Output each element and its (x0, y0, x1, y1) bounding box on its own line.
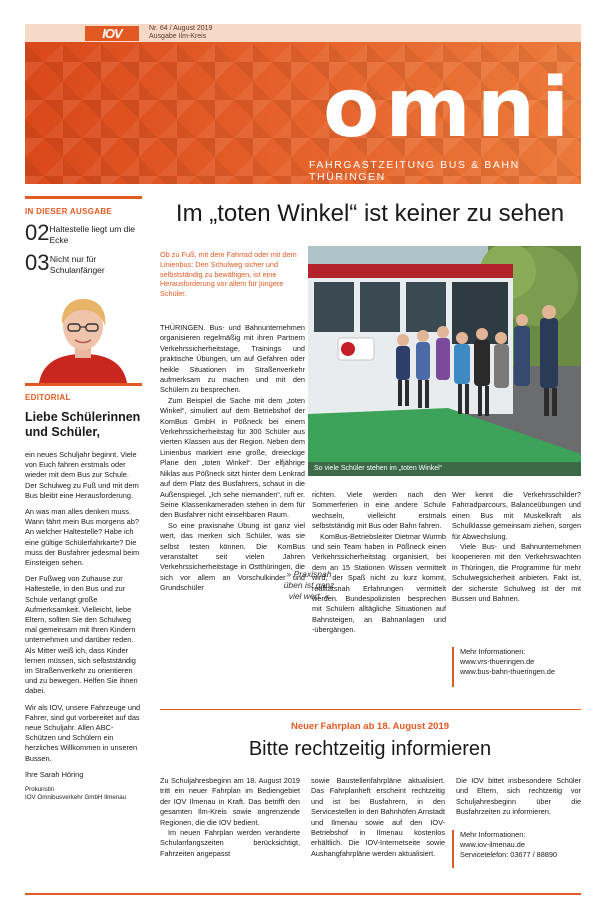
article-paragraph: sowie Baustellenfahrpläne aktualisiert. Das Fahrplanheft erscheint rechtzeitig und ist bei Busfahrern, in den Servicestellen in den Bahnhöfen Arnstadt und Ilmenau sowie auf den IOV-Betriebshof in Ilmenau kostenlos erhältlich. Die IOV-Internetseite sowie Aushangfahrpläne werden aktualisiert. (311, 776, 445, 858)
article-column-2 (312, 490, 446, 636)
article-photo (308, 246, 581, 476)
portrait-illustration (25, 288, 142, 383)
article-column-1 (160, 323, 305, 594)
article-kicker: Neuer Fahrplan ab 18. August 2019 (290, 721, 450, 732)
toc-text: Haltestelle liegt um die Ecke (49, 224, 135, 245)
iov-logo: IOV (85, 26, 139, 41)
info-box (452, 830, 585, 868)
toc-text: Nicht nur für Schulanfänger (49, 254, 105, 275)
service-phone: Servicetelefon: 03677 / 88890 (460, 850, 557, 859)
article-paragraph: Im neuen Fahrplan werden veränderte Schulanfangszeiten berücksichtigt, Fahrzeiten angepasst (160, 828, 300, 858)
info-label: Mehr Informationen: (460, 830, 526, 839)
article2-column-2 (311, 776, 445, 859)
article-paragraph: Viele Bus- und Bahnunternehmen kooperieren mit den Verkehrswachten in Thüringen, die Programme für mehr Schulwegsicherheit anbieten. Fakt ist, der sicherste Schulweg ist der mit Bussen und Bahnen. (452, 542, 581, 604)
editorial-signature: Ihre Sarah Höring (25, 769, 84, 779)
toc-number: 03 (25, 250, 50, 275)
masthead-subtitle: FAHRGASTZEITUNG BUS & BAHN THÜRINGEN (309, 159, 520, 183)
section-divider (160, 709, 581, 710)
article-paragraph: Die IOV bittet insbesondere Schüler und Eltern, sich rechtzeitig vor Schuljahresbeginn über die Busfahrzeiten zu informieren. (456, 776, 581, 817)
editorial-paragraph: Wir als IOV, unsere Fahrzeuge und Fahrer, sind gut vorbereitet auf das neue Schuljahr. Allen ABC-Schützen und Schülern ein herzliches Willkommen in unseren Bussen. (25, 702, 141, 763)
editorial-role: Prokuristin (25, 786, 55, 794)
footer-rule (25, 893, 581, 895)
info-label: Mehr Informationen: (460, 647, 526, 656)
sidebar-rule (25, 383, 142, 386)
article-paragraph: THÜRINGEN. Bus- und Bahnunternehmen organisieren regelmäßig mit ihren Partnern Verkehrssicherheitstage, Trainings und praktische Übungen, um auf Gefahren oder heikle Situationen im Straßenverkehr aufmerksam zu machen und mit den Schülern zu besprechen. (160, 323, 305, 395)
editor-portrait (25, 288, 142, 383)
article2-column-1 (160, 776, 300, 859)
issue-info (149, 25, 212, 41)
article-paragraph: So eine praxisnahe Übung ist ganz viel wert, das merken sich Schüler, was sie selbst testen können. Die KomBus veranstaltet seit vielen Jahren Verkehrssicherheitstage in Ostthüringen, die sich vor allem an Vorschulkinder und Grundschüler (160, 520, 305, 593)
masthead (25, 24, 581, 184)
article-column-3 (452, 490, 581, 604)
editorial-label: EDITORIAL (25, 393, 71, 402)
editorial-body (25, 450, 142, 802)
editorial-title: Liebe Schülerinnen und Schüler, (25, 410, 141, 439)
editorial-paragraph: Der Fußweg von Zuhause zur Haltestelle, in den Bus und zur Schule verlangt große Aufmerksamkeit. Vielleicht, liebe Eltern, sollten Sie den Schulweg mal gemeinsam mit Ihren Kindern unternehmen und darüber reden. Als Mitter weiß ich, dass Kinder lernen müssen, sich selbstständig im Straßenverkehr zu orientieren und zu bewegen. Helfen Sie ihnen dabei. (25, 574, 138, 696)
article-headline: Im „toten Winkel“ ist keiner zu sehen (175, 200, 565, 227)
editorial-paragraph: ein neues Schuljahr beginnt. Viele von Euch fahren erstmals oder wieder mit dem Bus zur Schule. Der Schulweg zu Fuß und mit dem Bus bleibt eine Herausforderung. (25, 450, 139, 500)
article-paragraph: Wer kennt die Verkehrsschilder? Fahrradparcours, Balanceübungen und einen Bus mit Muskelkraft als Schulklasse gemeinsam ziehen, sorgen für Abwechslung. (452, 490, 581, 541)
info-box (452, 647, 585, 687)
sidebar (25, 196, 142, 802)
sidebar-rule (25, 196, 142, 199)
article2-column-3 (456, 776, 581, 818)
info-link[interactable]: www.iov-ilmenau.de (460, 840, 525, 849)
toc-heading: IN DIESER AUSGABE (25, 207, 113, 216)
editorial-company: IOV Omnibusverkehr GmbH Ilmenau (25, 794, 127, 802)
info-link[interactable]: www.bus-bahn-thueringen.de (460, 667, 555, 676)
article-lead: Ob zu Fuß, mit dem Fahrrad oder mit dem Linienbus: Den Schulweg sicher und selbstständig zu bewältigen, ist eine Herausforderung vor allem für jüngere Schüler. (160, 250, 297, 299)
issue-number: Nr. 64 / August 2019 (149, 25, 213, 32)
article-paragraph: KomBus-Betriebsleiter Dietmar Wurmb und sein Team haben in Pößneck einen Verkehrssicherheitstag organisiert, bei dem an 15 Stationen Wissen vermittelt wird, der Spaß nicht zu kurz kommt, realitätsnah Erfahrungen vermittelt werden. Bundespolizisten besprechen mit Schülern alltägliche Situationen auf Bahnsteigen, an Bahnanlagen und -übergängen. (312, 531, 446, 635)
issue-edition: Ausgabe Ilm-Kreis (149, 33, 207, 40)
article-headline: Bitte rechtzeitig informieren (248, 738, 492, 760)
editorial-paragraph: An was man alles denken muss. Wann fährt mein Bus morgens ab? An welcher Haltestelle? Habe ich eine gültige Schülerfahrkarte? Die muss der Busfahrer jedesmal beim Einsteigen sehen. (25, 507, 140, 568)
pull-quote: » Praxisnah üben ist ganz viel wert. « (283, 569, 335, 601)
article-paragraph: richten. Viele werden nach den Sommerferien in eine andere Schule wechseln, vielleicht erstmals selbstständig mit Bus oder Bahn fahren. (312, 490, 446, 531)
bus-photo-illustration (308, 246, 581, 476)
masthead-title: omni (323, 61, 576, 156)
article-paragraph: Zu Schuljahresbeginn am 18. August 2019 tritt ein neuer Fahrplan im Bediengebiet der IOV Ilmenau in Kraft. Das betrifft den gesamten Ilm-Kreis sowie angrenzende Regionen, die die IOV bedient. (160, 776, 300, 827)
article-paragraph: Zum Beispiel die Sache mit dem „toten Winkel“, simuliert auf dem Betriebshof der KomBus GmbH in Pößneck bei einem Verkehrssicherheitstag für 300 Schüler aus vierten Klassen aus der Region. Neben dem Linienbus markiert eine große, dreieckige Plane den „toten Winkel“. Der elfjährige Niklas aus Pößneck sitzt hinter dem Lenkrad auf dem Platz des Busfahrers, schaut in die Außenspiegel. „Ich sehe niemanden“, ruft er. Seine Klassenkameraden stehen in dem für den Busfahrer nicht einsehbaren Raum. (160, 395, 305, 520)
info-link[interactable]: www.vrs-thueringen.de (460, 657, 535, 666)
toc-item[interactable] (25, 222, 142, 246)
photo-caption: So viele Schüler stehen im „toten Winkel“ (308, 462, 581, 476)
toc-item[interactable] (25, 252, 142, 276)
toc-number: 02 (25, 220, 50, 245)
